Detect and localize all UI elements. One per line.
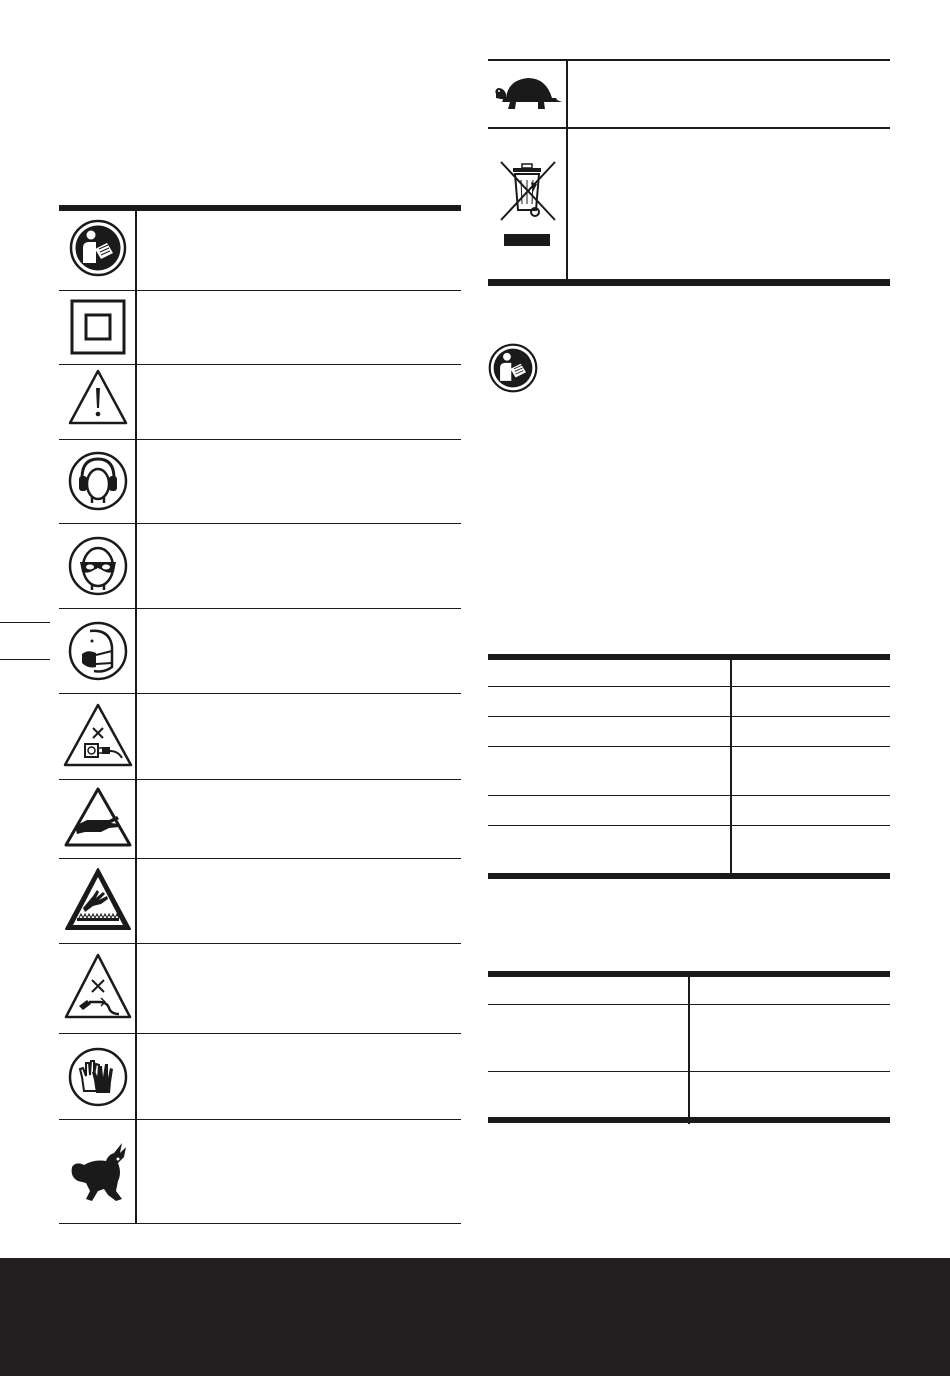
table-top-rule bbox=[488, 59, 890, 61]
dust-mask-icon bbox=[68, 621, 128, 681]
table-column-divider bbox=[730, 654, 732, 878]
row-separator bbox=[488, 127, 890, 129]
gloves-icon bbox=[68, 1047, 128, 1107]
row-separator bbox=[59, 858, 461, 859]
row-separator bbox=[59, 290, 461, 291]
row-separator bbox=[488, 686, 890, 687]
row-separator bbox=[59, 364, 461, 365]
row-separator bbox=[59, 943, 461, 944]
row-separator bbox=[488, 795, 890, 796]
row-separator bbox=[59, 779, 461, 780]
row-separator bbox=[488, 1004, 890, 1005]
edge-tab-bottom-line bbox=[0, 659, 50, 660]
table-top-rule bbox=[59, 205, 461, 211]
blade-hand-hazard-icon bbox=[63, 866, 133, 932]
table-bottom-rule bbox=[488, 1117, 890, 1123]
ear-protection-icon bbox=[68, 451, 128, 511]
row-separator bbox=[488, 1071, 890, 1072]
damaged-cord-icon bbox=[63, 952, 133, 1020]
eye-protection-icon bbox=[68, 536, 128, 596]
table-bottom-rule bbox=[488, 873, 890, 879]
read-manual-icon bbox=[69, 219, 127, 277]
table-column-divider bbox=[566, 59, 568, 284]
table-column-divider bbox=[135, 205, 137, 1224]
rabbit-fast-icon bbox=[64, 1137, 134, 1205]
row-separator bbox=[488, 746, 890, 747]
footer-band bbox=[0, 1258, 950, 1376]
row-separator bbox=[59, 439, 461, 440]
table-bottom-rule bbox=[488, 279, 890, 286]
unplug-warning-icon bbox=[62, 702, 134, 768]
table-top-rule bbox=[488, 654, 890, 660]
table-bottom-rule bbox=[59, 1223, 461, 1224]
read-manual-notice-icon bbox=[488, 343, 538, 393]
warning-triangle-icon bbox=[67, 368, 129, 426]
turtle-slow-icon bbox=[492, 72, 564, 114]
edge-tab-top-line bbox=[0, 622, 50, 623]
table-column-divider bbox=[688, 971, 690, 1124]
row-separator bbox=[59, 523, 461, 524]
row-separator bbox=[59, 693, 461, 694]
row-separator bbox=[59, 608, 461, 609]
hand-hazard-icon bbox=[63, 786, 133, 848]
row-separator bbox=[488, 825, 890, 826]
row-separator bbox=[59, 1033, 461, 1034]
double-insulation-icon bbox=[70, 299, 126, 355]
weee-crossed-bin-icon bbox=[497, 160, 557, 252]
row-separator bbox=[59, 1119, 461, 1120]
row-separator bbox=[488, 716, 890, 717]
